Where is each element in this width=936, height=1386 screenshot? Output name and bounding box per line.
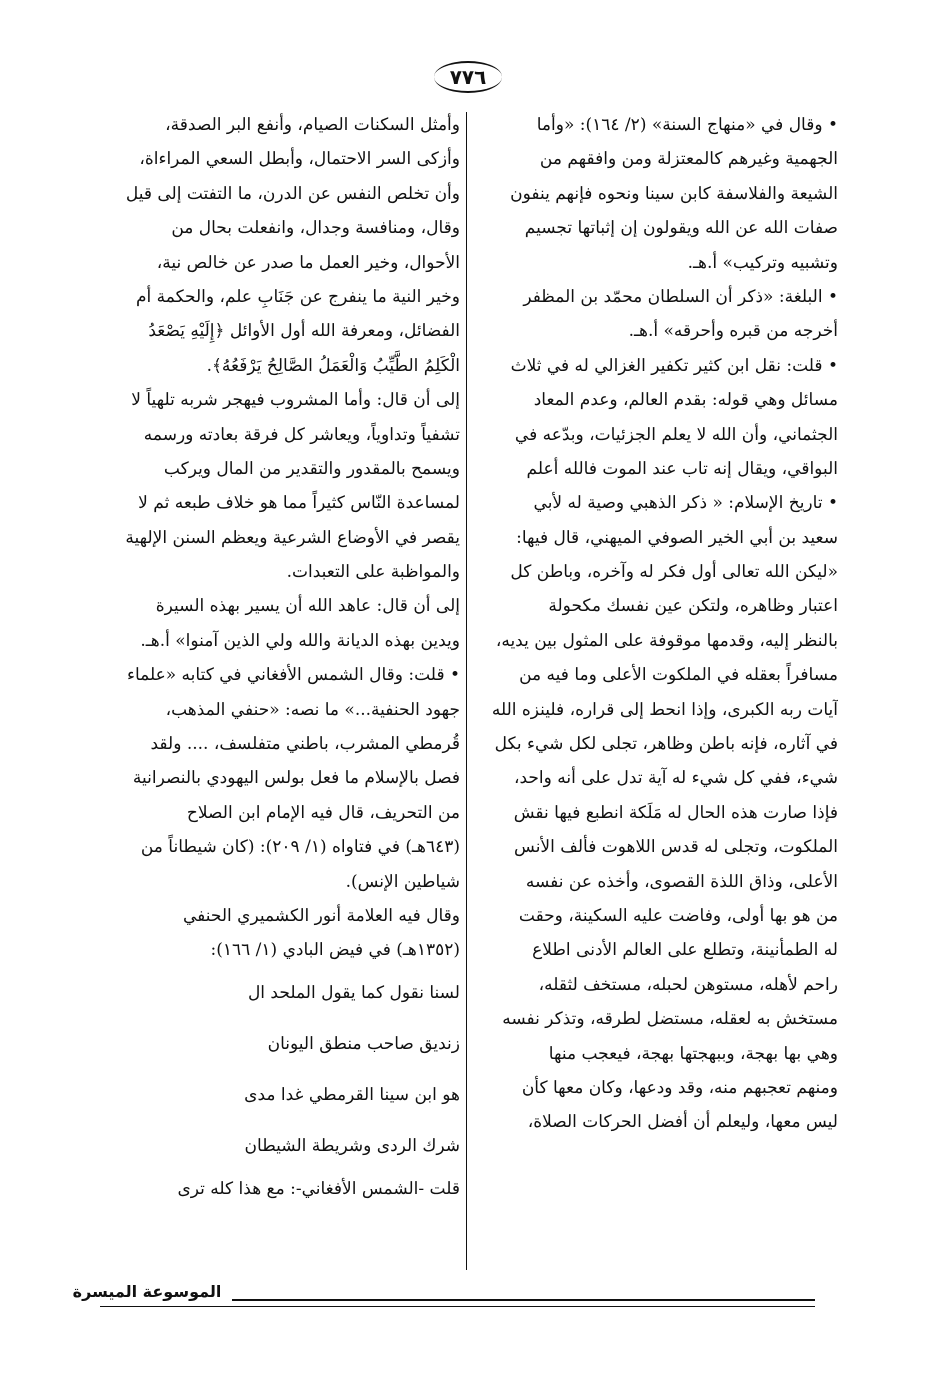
text-line: شيء، ففي كل شيء له آية تدل على أنه واحد، (513, 768, 838, 789)
text-line: في آثاره، فإنه باطن وظاهر، تجلى لكل شيء بكل (494, 734, 838, 755)
text-line: ومنهم تعجبهم منه، وقد ودعها، وكان معها كأن (521, 1077, 838, 1098)
text-line: الملكوت، وتجلى له قدس اللاهوت فألف الأنس (514, 837, 838, 858)
text-line: اعتبار وظاهره، ولتكن عين نفسك مكحولة (548, 596, 838, 617)
poem-line: زنديق صاحب منطق اليونان (267, 1033, 460, 1054)
text-line: • قلت: وقال الشمس الأفغاني في كتابه «علماء (126, 665, 460, 686)
footer-title: الموسوعة الميسرة (62, 1282, 232, 1301)
text-line: من التحريف، قال فيه الإمام ابن الصلاح (186, 802, 460, 823)
text-line: راحم لأهله، مستوهن لحبله، مستخف لثقله، (538, 974, 838, 995)
text-line: وتشبيه وتركيب» أ.هـ. (687, 252, 838, 273)
text-line: إلى أن قال: وأما المشروب فيهجر شربه تلهياً لا (131, 390, 460, 411)
left-text-column (100, 108, 460, 1206)
text-line: الأعلى، وذاق اللذة القصوى، وأخذه عن نفسه (525, 871, 838, 892)
text-line: لمساعدة النّاس كثيراً مما هو خلاف طبعه ثم لا (138, 493, 460, 514)
text-line: • وقال في «منهاج السنة» (٢/ ١٦٤): «وأما (536, 115, 838, 135)
text-line: «ليكن الله تعالى أول فكر له وآخره، وباطن كل (510, 562, 838, 583)
text-line: الفضائل، ومعرفة الله أول الأوائل ﴿إِلَيْهِ يَصْعَدُ (148, 321, 460, 342)
text-line: تشفياً وتداوياً، ويعاشر كل فرقة بعادته ورسمه (143, 424, 460, 445)
text-line: وقال فيه العلامة أنور الكشميري الحنفي (182, 905, 460, 926)
text-line: آيات ربه الكبرى، وإذا انحط إلى قراره، فلينزه الله (491, 699, 838, 720)
text-line: وقال، ومنافسة وجدال، وانفعلت بحال من (171, 218, 460, 239)
poem-line: هو ابن سينا القرمطي غدا مدى (244, 1084, 460, 1105)
text-line: له الطمأنينة، وتطلع على العالم الأدنى اطلاع (532, 940, 838, 961)
text-line: الشيعة والفلاسفة كابن سينا ونحوه فإنهم ينفون (510, 183, 838, 204)
text-line: قُرمطي المشرب، باطني متفلسف، .... ولقد (150, 734, 460, 755)
text-line: الجهمية وغيرهم كالمعتزلة ومن وافقهم من (539, 149, 838, 170)
text-line: الأحوال، وخير العمل ما صدر عن خالص نية، (156, 252, 460, 273)
text-line: الجثماني، وأن الله لا يعلم الجزئيات، وبدّعه في (514, 424, 838, 445)
text-line: وأمثل السكنات الصيام، وأنفع البر الصدقة، (165, 115, 460, 135)
text-line: أخرجه من قبره وأحرقه» أ.هـ. (628, 321, 838, 342)
text-line: (٦٤٣هـ) في فتاواه (١/ ٢٠٩): (كان شيطاناً من (140, 837, 460, 858)
text-line: • البلغة: «ذكر أن السلطان محمّد بن المظفر (523, 286, 838, 307)
text-line: مسائل وهي قوله: بقدم العالم، وعدم المعاد (533, 390, 838, 411)
text-line: صفات الله عن الله ويقولون إن إثباتها تجسيم (524, 218, 838, 239)
text-line: يقصر في الأوضاع الشرعية ويعظم السنن الإلهية (125, 527, 460, 548)
text-line: من هو بها أولى، وفاضت عليه السكينة، وحقت (518, 905, 838, 926)
text-line: قلت -الشمس الأفغاني-: مع هذا كله ترى (177, 1178, 460, 1199)
poem-line: شرك الردى وشريطة الشيطان (244, 1135, 460, 1156)
text-line: ليس معها، وليعلم أن أفضل الحركات الصلاة، (527, 1112, 838, 1133)
text-line: شياطين الإنس). (345, 871, 460, 892)
text-line: وأزكى السر الاحتمال، وأبطل السعي المراءاة، (139, 149, 460, 170)
text-line: والمواظبة على التعبدات. (286, 562, 460, 583)
text-line: ويدين بهذه الديانة والله ولي الذين آمنوا» أ.هـ. (140, 630, 460, 651)
right-text-column (478, 108, 838, 1140)
text-line: مستخش به لعقله، مستضل لطرقه، وتذكر نفسه (502, 1009, 838, 1030)
text-line: البواقي، ويقال إنه تاب عند الموت فالله أعلم (526, 458, 838, 479)
text-line: فإذا صارت هذه الحال له مَلَكة انطبع فيها نقش (513, 802, 838, 823)
page-number-ornament (418, 62, 518, 92)
text-line: جهود الحنفية...» ما نصه: «حنفي المذهب، (165, 699, 460, 720)
text-line: بالنظر إليه، وقدمها موقوفة على المثول بين يديه، (495, 630, 838, 651)
text-line: فصل بالإسلام ما فعل بولس اليهودي بالنصرانية (132, 768, 460, 789)
text-line: وهي بها بهجة، وببهجتها بهجة، فيعجب منها (548, 1043, 838, 1064)
page-number: ٧٧٦ (434, 61, 503, 93)
text-line: • تاريخ الإسلام: « ذكر الذهبي وصية له لأبي (533, 493, 838, 514)
poem-line: لسنا نقول كما يقول الملحد ال (247, 982, 460, 1003)
text-line: إلى أن قال: عاهد الله أن يسير بهذه السيرة (155, 596, 460, 617)
text-line: الْكَلِمُ الطَّيِّبُ وَالْعَمَلُ الصَّالِحُ يَرْفَعُهُ﴾. (206, 355, 460, 376)
column-divider (466, 112, 467, 1270)
text-line: مسافراً بعقله في الملكوت الأعلى وما فيه من (519, 665, 838, 686)
text-line: ويسمح بالمقدور والتقدير من المال ويركب (163, 458, 460, 479)
text-line: سعيد بن أبي الخير الصوفي الميهني، قال فيها: (516, 527, 838, 548)
text-line: وخير النية ما ينفرج عن جَنَابِ علم، والحكمة أم (136, 286, 460, 307)
text-line: (١٣٥٢هـ) في فيض البادي (١/ ١٦٦): (210, 940, 460, 961)
text-line: وأن تخلص النفس عن الدرن، ما التفتت إلى قيل (125, 183, 460, 204)
text-line: • قلت: نقل ابن كثير تكفير الغزالي له في ثلاث (510, 355, 838, 376)
